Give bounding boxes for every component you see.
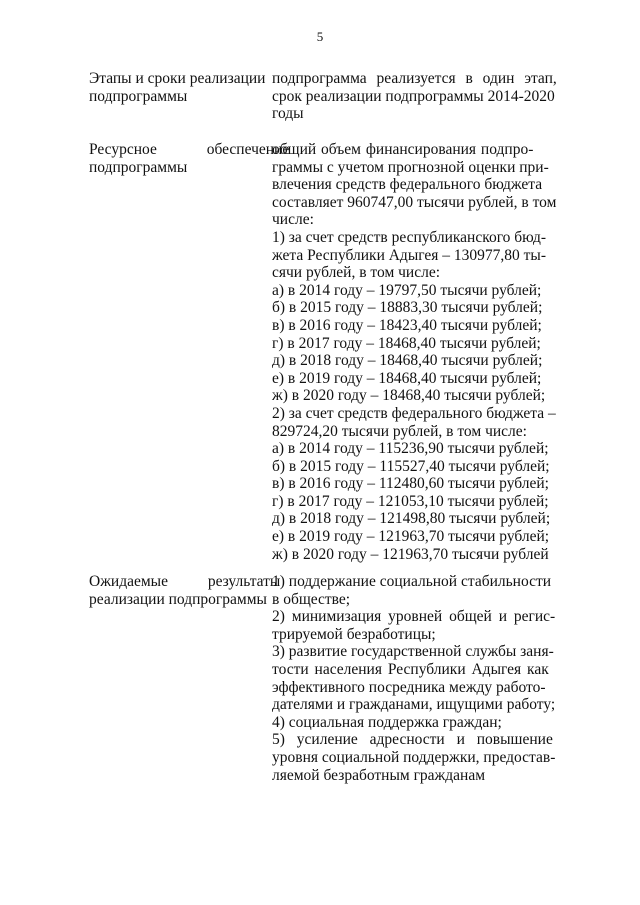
value-line: 4) социальная поддержка граждан;	[272, 713, 502, 731]
value-line: в) в 2016 году – 18423,40 тысячи рублей;	[272, 316, 542, 334]
value-line: ляемой безработным гражданам	[272, 766, 486, 784]
row-label	[89, 70, 266, 105]
value-line: составляет 960747,00 тысячи рублей, в том	[272, 193, 557, 211]
value-line: а) в 2014 году – 115236,90 тысячи рублей;	[272, 440, 549, 458]
page-number: 5	[316, 29, 324, 44]
label-line: Этапы и сроки реализации	[89, 70, 266, 87]
value-line: г) в 2017 году – 18468,40 тысячи рублей;	[272, 334, 541, 352]
row-label	[89, 573, 281, 608]
value-line: 829724,20 тысячи рублей, в том числе:	[272, 422, 527, 440]
row-value	[272, 573, 556, 784]
value-line: д) в 2018 году – 121498,80 тысячи рублей;	[272, 510, 551, 528]
value-line: граммы с учетом прогнозной оценки при-	[272, 158, 549, 176]
value-line: влечения средств федерального бюджета	[272, 176, 543, 194]
value-line: эффективного посредника между работо-	[272, 678, 546, 696]
value-line: 2) минимизация уровней общей и регис-	[272, 608, 556, 626]
value-line: б) в 2015 году – 18883,30 тысячи рублей;	[272, 299, 543, 317]
value-line: д) в 2018 году – 18468,40 тысячи рублей;	[272, 352, 543, 370]
value-line: уровня социальной поддержки, предостав-	[272, 748, 556, 766]
value-line: г) в 2017 году – 121053,10 тысячи рублей;	[272, 492, 549, 510]
value-line: в обществе;	[272, 590, 351, 608]
label-line: подпрограммы	[89, 87, 188, 105]
label-line: подпрограммы	[89, 158, 188, 176]
value-line: подпрограмма реализуется в один этап,	[272, 70, 557, 87]
value-line: а) в 2014 году – 19797,50 тысячи рублей;	[272, 281, 542, 299]
row-value	[272, 70, 557, 123]
row-label	[89, 141, 290, 176]
value-line: ж) в 2020 году – 121963,70 тысячи рублей	[272, 545, 549, 563]
value-line: числе:	[272, 211, 314, 229]
row-value	[272, 141, 557, 563]
value-line: годы	[272, 105, 304, 123]
value-line: ж) в 2020 году – 18468,40 тысячи рублей;	[272, 387, 546, 405]
value-line: е) в 2019 году – 121963,70 тысячи рублей;	[272, 528, 550, 546]
value-line: 3) развитие государственной службы заня-	[272, 643, 554, 661]
value-line: трируемой безработицы;	[272, 625, 436, 643]
value-line: 5) усиление адресности и повышение	[272, 731, 553, 749]
value-line: жета Республики Адыгея – 130977,80 ты-	[272, 246, 546, 264]
value-line: срок реализации подпрограммы 2014-2020	[272, 87, 555, 105]
value-line: б) в 2015 году – 115527,40 тысячи рублей;	[272, 457, 550, 475]
label-line: Ожидаемые результаты	[89, 573, 281, 590]
value-line: 1) поддержание социальной стабильности	[272, 573, 552, 590]
value-line: 2) за счет средств федерального бюджета –	[272, 404, 556, 422]
value-line: е) в 2019 году – 18468,40 тысячи рублей;	[272, 369, 542, 387]
value-line: 1) за счет средств республиканского бюд-	[272, 228, 547, 246]
value-line: тости населения Республики Адыгея как	[272, 660, 549, 678]
value-line: общий объем финансирования подпро-	[272, 141, 534, 158]
label-line: реализации подпрограммы	[89, 590, 267, 608]
label-line: Ресурсное обеспечение	[89, 141, 290, 158]
value-line: сячи рублей, в том числе:	[272, 264, 441, 282]
value-line: в) в 2016 году – 112480,60 тысячи рублей;	[272, 475, 549, 493]
value-line: дателями и гражданами, ищущими работу;	[272, 696, 556, 714]
